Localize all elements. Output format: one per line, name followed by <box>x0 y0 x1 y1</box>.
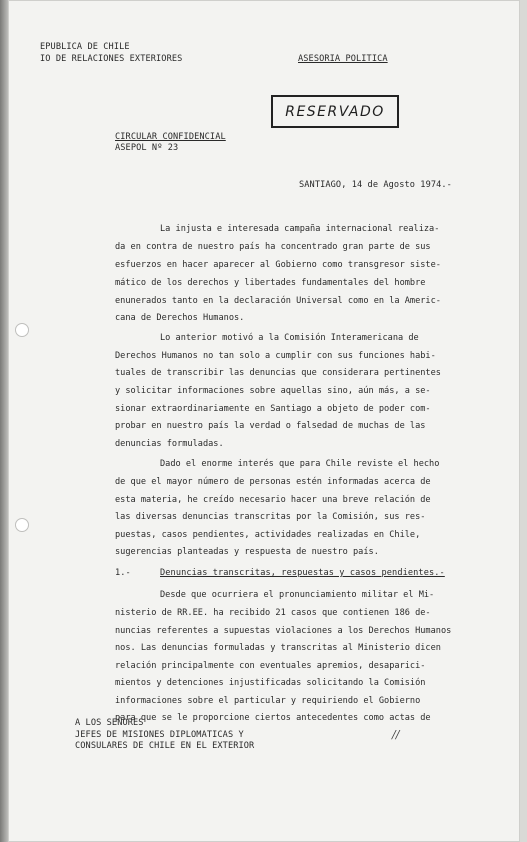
circular-title: CIRCULAR CONFIDENCIAL <box>115 132 226 142</box>
paragraph-2-line: denuncias formuladas. <box>115 439 224 449</box>
addressee-line: JEFES DE MISIONES DIPLOMATICAS Y <box>75 730 244 740</box>
paragraph-1-line: cana de Derechos Humanos. <box>115 313 245 323</box>
section-paragraph-line: nuncias referentes a supuestas violaciones a los Derechos Humanos <box>115 626 452 636</box>
reserved-stamp: RESERVADO <box>271 95 399 128</box>
addressee-line: CONSULARES DE CHILE EN EL EXTERIOR <box>75 741 255 751</box>
binding-edge <box>0 0 8 842</box>
paragraph-3-line: de que el mayor número de personas estén informadas acerca de <box>115 477 431 487</box>
paragraph-3-line: esta materia, he creído necesario hacer una breve relación de <box>115 495 431 505</box>
handwritten-mark: // <box>392 728 400 741</box>
paragraph-1-line: La injusta e interesada campaña internacional realiza- <box>160 224 440 234</box>
section-paragraph-line: mientos y detenciones injustificadas solicitando la Comisión <box>115 678 426 688</box>
paragraph-1-line: mático de los derechos y libertades fundamentales del hombre <box>115 278 426 288</box>
paragraph-1-line: esfuerzos en hacer aparecer al Gobierno como transgresor siste- <box>115 260 441 270</box>
paragraph-2-line: sionar extraordinariamente en Santiago a objeto de poder com- <box>115 404 431 414</box>
section-paragraph-line: para que se le proporcione ciertos antecedentes como actas de <box>115 713 431 723</box>
org-line-1: EPUBLICA DE CHILE <box>40 42 130 52</box>
paragraph-3-line: puestas, casos pendientes, actividades realizadas en Chile, <box>115 530 421 540</box>
section-paragraph-line: relación principalmente con eventuales apremios, desaparici- <box>115 661 426 671</box>
paragraph-3-line: las diversas denuncias transcritas por la Comisión, sus res- <box>115 512 426 522</box>
section-paragraph-line: nos. Las denuncias formuladas y transcritas al Ministerio dicen <box>115 643 441 653</box>
paragraph-3-line: sugerencias planteadas y respuesta de nuestro país. <box>115 547 379 557</box>
section-paragraph-line: Desde que ocurriera el pronunciamiento militar el Mi- <box>160 590 435 600</box>
addressee-line: A LOS SEÑORES <box>75 718 144 728</box>
punch-hole <box>15 323 29 337</box>
section-title: Denuncias transcritas, respuestas y casos pendientes.- <box>160 568 445 578</box>
department: ASESORIA POLITICA <box>298 54 388 64</box>
org-line-2: IO DE RELACIONES EXTERIORES <box>40 54 183 64</box>
date-line: SANTIAGO, 14 de Agosto 1974.- <box>299 180 452 190</box>
paragraph-1-line: enunerados tanto en la declaración Universal como en la Americ- <box>115 296 441 306</box>
paragraph-2-line: Derechos Humanos no tan solo a cumplir con sus funciones habi- <box>115 351 436 361</box>
section-paragraph-line: nisterio de RR.EE. ha recibido 21 casos que contienen 186 de- <box>115 608 431 618</box>
paragraph-2-line: y solicitar informaciones sobre aquellas sino, aún más, a se- <box>115 386 431 396</box>
paragraph-2-line: Lo anterior motivó a la Comisión Interamericana de <box>160 333 419 343</box>
paragraph-2-line: tuales de transcribir las denuncias que considerara pertinentes <box>115 368 441 378</box>
paragraph-3-line: Dado el enorme interés que para Chile reviste el hecho <box>160 459 440 469</box>
section-number: 1.- <box>115 568 131 578</box>
paragraph-1-line: da en contra de nuestro país ha concentrado gran parte de sus <box>115 242 431 252</box>
paragraph-2-line: probar en nuestro país la verdad o falsedad de muchas de las <box>115 421 426 431</box>
punch-hole <box>15 518 29 532</box>
circular-ref: ASEPOL Nº 23 <box>115 143 179 153</box>
section-paragraph-line: informaciones sobre el particular y requiriendo el Gobierno <box>115 696 421 706</box>
